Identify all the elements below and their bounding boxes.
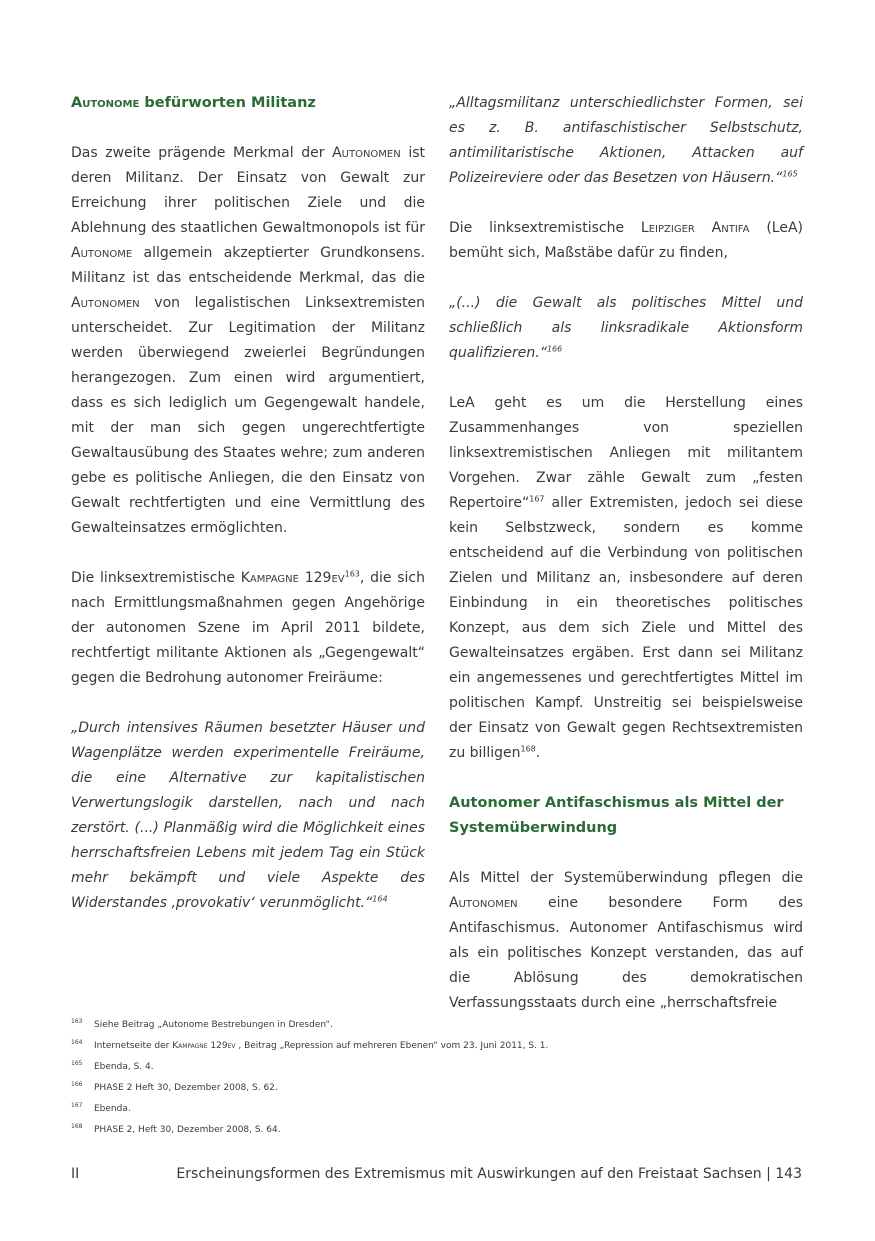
quote-alltagsmilitanz: „Alltagsmilitanz unterschiedlichster Formen, sei es z. B. antifaschistischer Selbstschutz, antimilitaristische Aktionen, Attacken auf Polizeireviere oder das Besetzen von Häusern.“$^{165}$: [449, 95, 803, 186]
footnote: 165 Ebenda, S. 4.: [71, 1060, 154, 1072]
footnote: 164 Internetseite der Kampagne 129ev , Beitrag „Repression auf mehreren Ebenen“ vom 23. Juni 2011, S. 1.: [71, 1039, 549, 1051]
footnote: 163 Siehe Beitrag „Autonome Bestrebungen in Dresden“.: [71, 1018, 333, 1030]
quote-lea: „(...) die Gewalt als politisches Mittel und schließlich als linksradikale Aktionsform qualifizieren.“$^{166}$: [449, 295, 803, 361]
footnote: 168 PHASE 2, Heft 30, Dezember 2008, S. 64.: [71, 1123, 281, 1135]
footnote: 166 PHASE 2 Heft 30, Dezember 2008, S. 62.: [71, 1081, 278, 1093]
paragraph-lea-gewalt: LeA geht es um die Herstellung eines Zusammenhanges von speziellen linksextremistischen Anliegen mit militantem Vorgehen. Zwar zähle Gewalt zum „festen Repertoire“$^{167}$ aller Extremisten, jedoch sei diese kein Selbstzweck, sondern es komme entscheidend auf die Verbindung von politischen Zielen und Militanz an, insbesondere auf deren Einbindung in ein theoretisches politisches Konzept, aus dem sich Ziele und Mittel des Gewalteinsatzes ergäben. Erst dann sei Militanz ein angemessenes und gerechtfertigtes Mittel im politischen Kampf. Unstreitig sei beispielsweise der Einsatz von Gewalt gegen Rechtsextremisten zu billigen$^{168}$.: [449, 395, 803, 761]
footnotes: [71, 1015, 801, 1141]
paragraph-antifaschismus: Als Mittel der Systemüberwindung pflegen die Autonomen eine besondere Form des Antifaschismus. Autonomer Antifaschismus wird als ein politisches Konzept verstanden, das auf die Ablösung des demokratischen Verfassungsstaats durch eine „herrschaftsfreie: [449, 870, 803, 1011]
paragraph-lea: Die linksextremistische Leipziger Antifa (LeA) bemüht sich, Maßstäbe dafür zu finden,: [449, 220, 804, 261]
footnote: 167 Ebenda.: [71, 1102, 131, 1114]
section-heading-antifaschismus: Autonomer Antifaschismus als Mittel der Systemüberwindung: [449, 795, 784, 836]
page-footer: [71, 1163, 802, 1185]
paragraph-kampagne: Die linksextremistische Kampagne $129ev^{163}$, die sich nach Ermittlungsmaßnahmen gegen Angehörige der autonomen Szene im April 2011 bildete, rechtfertigt militante Aktionen als „Gegengewalt“ gegen die Bedrohung autonomer Freiräume:: [71, 569, 425, 686]
paragraph-militanz-intro: Das zweite prägende Merkmal der Autonomen ist deren Militanz. Der Einsatz von Gewalt zur Erreichung ihrer politischen Ziele und die Ablehnung des staatlichen Gewaltmonopols ist für Autonome allgemein akzeptierter Grundkonsens. Militanz ist das entscheidende Merkmal, das die Autonomen von legalistischen Linksextremisten unterscheidet. Zur Legitimation der Militanz werden überwiegend zweierlei Begründungen herangezogen. Zum einen wird argumentiert, dass es sich lediglich um Gegengewalt handele, mit der man sich gegen ungerechtfertigte Gewaltausübung des Staates wehre; zum anderen gebe es politische Anliegen, die den Einsatz von Gewalt rechtfertigten und eine Vermittlung des Gewalteinsatzes ermöglichten.: [71, 145, 426, 536]
right-column: [449, 91, 803, 1016]
running-title-page-number: Erscheinungsformen des Extremismus mit Auswirkungen auf den Freistaat Sachsen | 143: [176, 1166, 802, 1182]
section-heading-militanz: Autonome befürworten Militanz: [71, 95, 316, 111]
quote-kampagne: „Durch intensives Räumen besetzter Häuser und Wagenplätze werden experimentelle Freiräume, die eine Alternative zur kapitalistischen Verwertungslogik darstellen, nach und nach zerstört. (...) Planmäßig wird die Möglichkeit eines herrschaftsfreien Lebens mit jedem Tag ein Stück mehr bekämpft und viele Aspekte des Widerstandes ‚provokativ‘ verunmöglicht.“$^{164}$: [71, 720, 425, 911]
chapter-number: II: [71, 1166, 80, 1182]
left-column: [71, 91, 425, 916]
